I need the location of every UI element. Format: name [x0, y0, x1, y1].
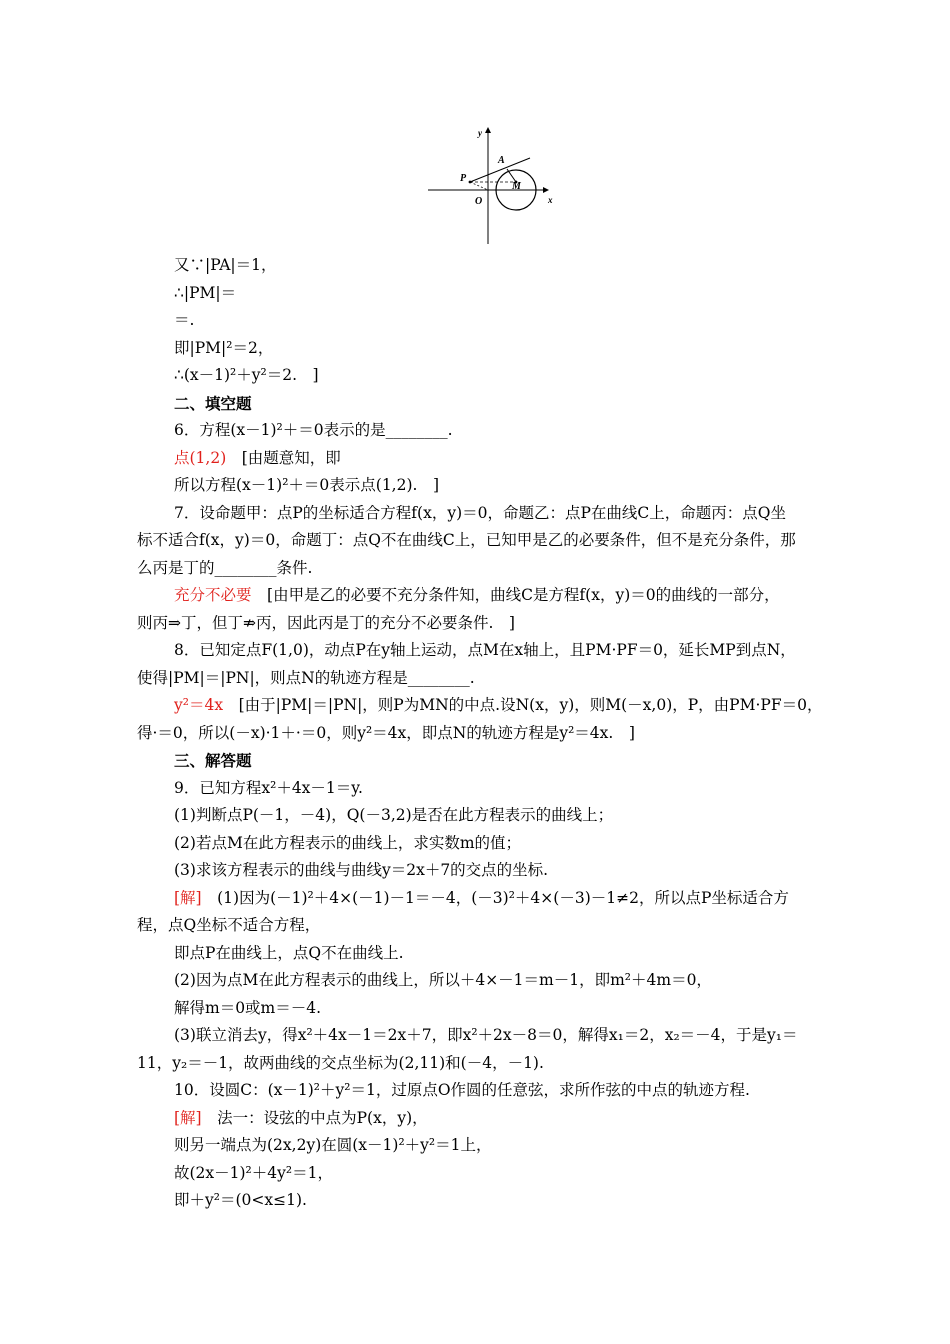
line-text: 11，y₂＝－1，故两曲线的交点坐标为(2,11)和(－4，－1).	[137, 1053, 544, 1072]
line-text: 法一：设弦的中点为P(x，y)，	[201, 1108, 428, 1127]
text-line	[137, 1160, 817, 1188]
line-text: 8．已知定点F(1,0)，动点P在y轴上运动，点M在x轴上，且PM·PF＝0，延长MP到点N，	[174, 641, 796, 659]
label-o: O	[475, 196, 483, 207]
answer-text: y²＝4x	[174, 696, 224, 714]
text-line	[137, 1105, 817, 1133]
text-line	[137, 720, 817, 748]
line-text: (1)判断点P(－1，－4)，Q(－3,2)是否在此方程表示的曲线上；	[174, 806, 614, 824]
text-line	[137, 1022, 817, 1050]
line-text: (1)因为(－1)²＋4×(－1)－1＝－4，(－3)²＋4×(－3)－1≠2，所以点P坐标适合方	[201, 888, 789, 907]
line-text: (2)因为点M在此方程表示的曲线上，所以＋4×－1＝m－1，即m²＋4m＝0，	[174, 971, 712, 989]
text-line	[137, 912, 817, 940]
circle-tangent-diagram	[420, 122, 570, 248]
line-text: (3)求该方程表示的曲线与曲线y＝2x＋7的交点的坐标.	[174, 861, 549, 879]
coordinate-figure	[420, 122, 570, 248]
text-line	[137, 940, 817, 968]
text-line	[137, 885, 817, 913]
label-y: y	[478, 128, 482, 138]
line-text: ∴(x－1)²＋y²＝2. ]	[174, 366, 319, 384]
line-text: 得·＝0，所以(－x)·1＋·＝0，则y²＝4x，即点N的轨迹方程是y²＝4x. ]	[137, 723, 635, 742]
line-text: 程，点Q坐标不适合方程，	[137, 916, 321, 934]
line-text: 标不适合f(x，y)＝0，命题丁：点Q不在曲线C上，已知甲是乙的必要条件，但不是充分条件，那	[137, 531, 796, 549]
text-line	[137, 747, 817, 775]
text-line	[137, 1132, 817, 1160]
line-text: 三、解答题	[174, 751, 252, 770]
text-line	[137, 1077, 817, 1105]
line-text: [由甲是乙的必要不充分条件知，曲线C是方程f(x，y)＝0的曲线的一部分，	[251, 586, 780, 604]
line-text: 10．设圆C：(x－1)²＋y²＝1，过原点O作圆的任意弦，求所作弦的中点的轨迹方程.	[174, 1081, 750, 1099]
line-text: 即＋y²＝(0<x≤1).	[174, 1191, 307, 1209]
text-line	[137, 637, 817, 665]
segment-po	[470, 182, 488, 190]
point-p	[469, 181, 472, 184]
line-text: [由题意知，即	[226, 448, 341, 467]
label-m: M	[512, 181, 521, 192]
answer-text: 充分不必要	[174, 586, 252, 604]
text-body	[137, 252, 823, 1215]
text-line	[137, 527, 817, 555]
line-text: (3)联立消去y，得x²＋4x－1＝2x＋7，即x²＋2x－8＝0，解得x₁＝2，x₂＝－4，于是y₁＝	[174, 1026, 798, 1044]
label-p: P	[460, 173, 467, 184]
text-line	[137, 775, 817, 803]
line-text: 使得|PM|＝|PN|，则点N的轨迹方程是________.	[137, 668, 475, 687]
text-line	[137, 417, 817, 445]
line-text: 则另一端点为(2x,2y)在圆(x－1)²＋y²＝1上，	[174, 1136, 492, 1154]
answer-text: 点(1,2)	[174, 448, 227, 467]
line-text: (2)若点M在此方程表示的曲线上，求实数m的值；	[174, 833, 522, 852]
line-text: 则丙⇒丁，但丁⇏丙，因此丙是丁的充分不必要条件. ]	[137, 613, 515, 632]
text-line	[137, 307, 817, 335]
text-line	[137, 335, 817, 363]
text-line	[137, 362, 817, 390]
line-text: 即|PM|²＝2，	[174, 338, 274, 357]
text-line	[137, 1050, 817, 1078]
line-text: ∴|PM|＝	[174, 283, 237, 302]
text-line	[137, 500, 817, 528]
line-text: 又∵|PA|＝1，	[174, 256, 277, 274]
line-text: [由于|PM|＝|PN|，则P为MN的中点.设N(x，y)，则M(－x,0)，P，由PM·PF＝0，	[223, 696, 823, 714]
line-text: 么丙是丁的________条件.	[137, 558, 313, 577]
text-line	[137, 857, 817, 885]
text-line	[137, 665, 817, 693]
line-text: 故(2x－1)²＋4y²＝1，	[174, 1163, 333, 1182]
text-line	[137, 610, 817, 638]
text-line	[137, 802, 817, 830]
text-line	[137, 555, 817, 583]
text-line	[137, 252, 817, 280]
text-line	[137, 472, 817, 500]
line-text: 所以方程(x－1)²＋＝0表示点(1,2). ]	[174, 476, 439, 494]
line-text: ＝.	[174, 311, 195, 329]
line-text: 6．方程(x－1)²＋＝0表示的是________.	[174, 421, 453, 439]
label-x: x	[548, 195, 553, 205]
line-text: 即点P在曲线上，点Q不在曲线上.	[174, 943, 404, 962]
text-line	[137, 1187, 817, 1215]
line-text: 9．已知方程x²＋4x－1＝y.	[174, 778, 363, 797]
text-line	[137, 830, 817, 858]
answer-text: [解]	[174, 888, 202, 907]
text-line	[137, 582, 817, 610]
label-a: A	[498, 155, 505, 166]
line-text: 解得m＝0或m＝－4.	[174, 998, 322, 1017]
text-line	[137, 390, 817, 418]
line-text: 二、填空题	[174, 393, 252, 413]
line-text: 7．设命题甲：点P的坐标适合方程f(x，y)＝0，命题乙：点P在曲线C上，命题丙：点Q坐	[174, 503, 786, 522]
text-line	[137, 445, 817, 473]
text-line	[137, 280, 817, 308]
text-line	[137, 967, 817, 995]
text-line	[137, 995, 817, 1023]
text-line	[137, 692, 823, 720]
answer-text: [解]	[174, 1108, 202, 1127]
